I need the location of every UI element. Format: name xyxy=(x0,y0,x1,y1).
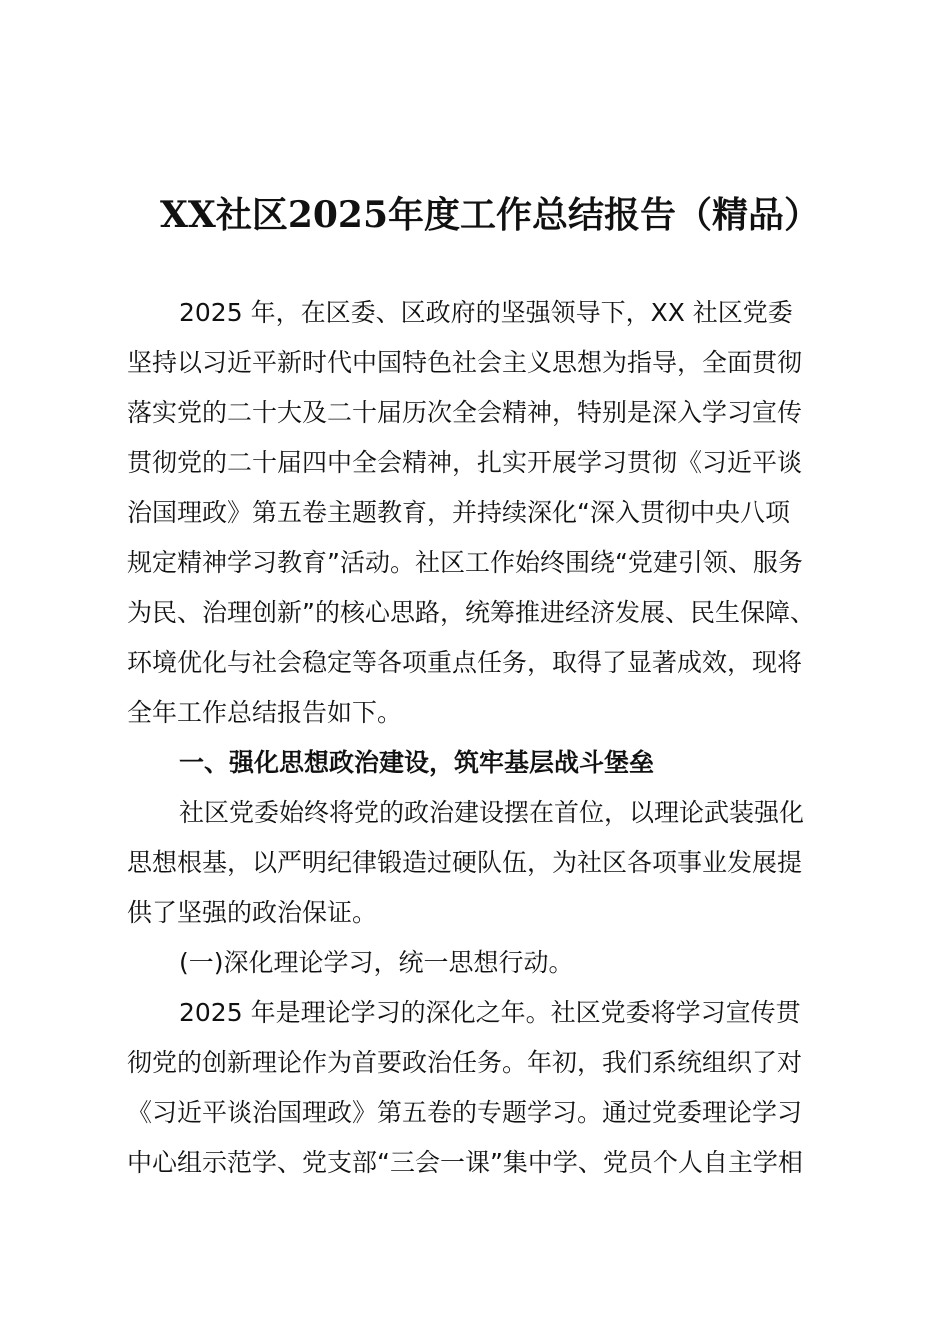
intro-line: 2025 年，在区委、区政府的坚强领导下，XX 社区党委 xyxy=(179,298,793,327)
intro-line: 贯彻党的二十届四中全会精神，扎实开展学习贯彻《习近平谈 xyxy=(127,448,803,477)
intro-paragraph xyxy=(127,288,827,738)
intro-line: 坚持以习近平新时代中国特色社会主义思想为指导，全面贯彻 xyxy=(127,348,803,377)
intro-line: 规定精神学习教育”活动。社区工作始终围绕“党建引领、服务 xyxy=(127,548,803,577)
section-line: 社区党委始终将党的政治建设摆在首位，以理论武装强化 xyxy=(179,798,805,827)
subsection-line: 彻党的创新理论作为首要政治任务。年初，我们系统组织了对 xyxy=(127,1048,803,1077)
subsection-heading: (一)深化理论学习，统一思想行动。 xyxy=(179,948,574,977)
subsection-line: 中心组示范学、党支部“三会一课”集中学、党员个人自主学相 xyxy=(127,1148,803,1177)
document-body xyxy=(127,288,827,1188)
subsection-line: 《习近平谈治国理政》第五卷的专题学习。通过党委理论学习 xyxy=(127,1098,803,1127)
section-line: 供了坚强的政治保证。 xyxy=(127,898,378,927)
intro-line: 为民、治理创新”的核心思路，统筹推进经济发展、民生保障、 xyxy=(127,598,815,627)
document-title: XX社区2025年度工作总结报告（精品） xyxy=(159,194,821,236)
subsection-paragraph xyxy=(127,988,827,1188)
section-paragraph xyxy=(127,788,827,938)
intro-line: 环境优化与社会稳定等各项重点任务，取得了显著成效，现将 xyxy=(127,648,803,677)
intro-line: 全年工作总结报告如下。 xyxy=(127,698,403,727)
intro-line: 治国理政》第五卷主题教育，并持续深化“深入贯彻中央八项 xyxy=(127,498,790,527)
intro-line: 落实党的二十大及二十届历次全会精神，特别是深入学习宣传 xyxy=(127,398,803,427)
section-heading: 一、强化思想政治建设，筑牢基层战斗堡垒 xyxy=(179,748,655,777)
subsection-line: 2025 年是理论学习的深化之年。社区党委将学习宣传贯 xyxy=(179,998,801,1027)
section-line: 思想根基，以严明纪律锻造过硬队伍，为社区各项事业发展提 xyxy=(127,848,803,877)
